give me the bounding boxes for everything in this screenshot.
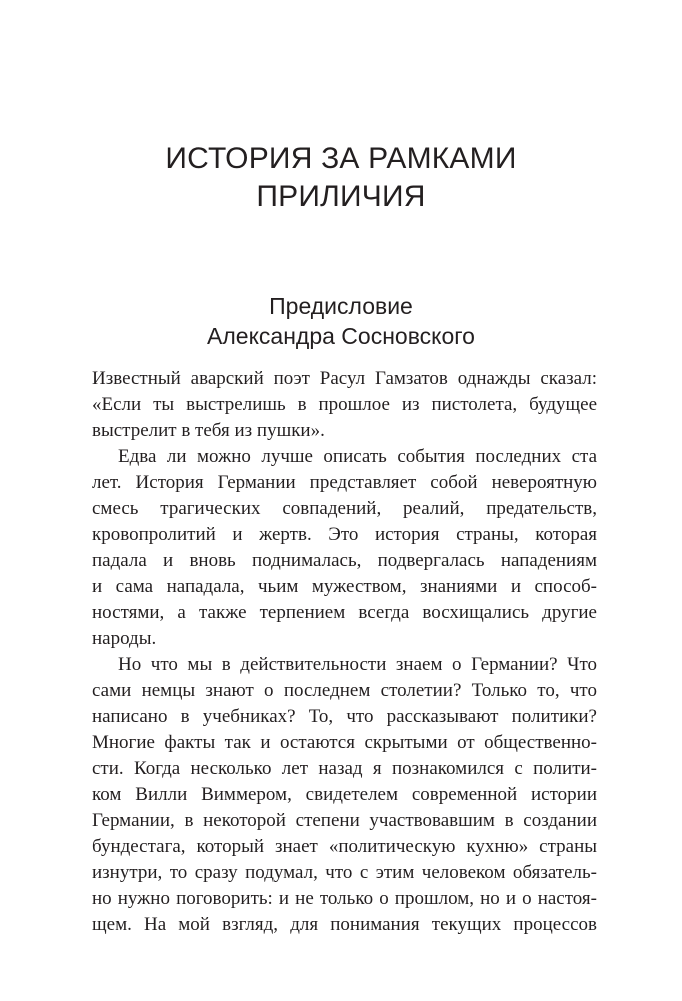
body-text-line: Едва ли можно лучше описать события последних ста bbox=[118, 446, 597, 467]
body-text-line: написано в учебниках? То, что рассказывают политики? bbox=[92, 706, 597, 727]
chapter-title-line-1: ИСТОРИЯ ЗА РАМКАМИ bbox=[165, 142, 517, 175]
body-text-line: и сама нападала, чьим мужеством, знаниями и способ- bbox=[92, 576, 597, 597]
body-text-line: сти. Когда несколько лет назад я познакомился с полити- bbox=[92, 758, 597, 779]
body-text-line: народы. bbox=[92, 628, 157, 649]
body-text-line: но нужно поговорить: и не только о прошлом, но и о настоя- bbox=[92, 888, 597, 909]
body-text-line: лет. История Германии представляет собой невероятную bbox=[92, 472, 597, 493]
body-text-line: «Если ты выстрелишь в прошлое из пистолета, будущее bbox=[92, 394, 597, 415]
chapter-title-line-2: ПРИЛИЧИЯ bbox=[256, 180, 426, 213]
body-text-line: изнутри, то сразу подумал, что с этим человеком обязатель- bbox=[92, 862, 597, 883]
body-text-line: бундестага, который знает «политическую кухню» страны bbox=[92, 836, 597, 857]
preface-heading-line-2: Александра Сосновского bbox=[207, 323, 475, 349]
preface-heading-line-1: Предисловие bbox=[269, 293, 413, 319]
body-text-line: кровопролитий и жертв. Это история страны, которая bbox=[92, 524, 597, 545]
body-text-line: ностями, а также терпением всегда восхищались другие bbox=[92, 602, 597, 623]
body-text-line: Но что мы в действительности знаем о Германии? Что bbox=[118, 654, 597, 675]
body-text-line: ком Вилли Виммером, свидетелем современной истории bbox=[92, 784, 597, 805]
body-text-line: выстрелит в тебя из пушки». bbox=[92, 420, 325, 441]
body-text-line: падала и вновь поднималась, подвергалась нападениям bbox=[92, 550, 597, 571]
body-text-line: сами немцы знают о последнем столетии? Только то, что bbox=[92, 680, 597, 701]
body-text-line: Известный аварский поэт Расул Гамзатов однажды сказал: bbox=[92, 368, 597, 389]
body-text-line: щем. На мой взгляд, для понимания текущих процессов bbox=[92, 914, 597, 935]
body-text-line: Германии, в некоторой степени участвовавшим в создании bbox=[92, 810, 597, 831]
body-text-line: смесь трагических совпадений, реалий, предательств, bbox=[92, 498, 597, 519]
body-text-line: Многие факты так и остаются скрытыми от общественно- bbox=[92, 732, 597, 753]
